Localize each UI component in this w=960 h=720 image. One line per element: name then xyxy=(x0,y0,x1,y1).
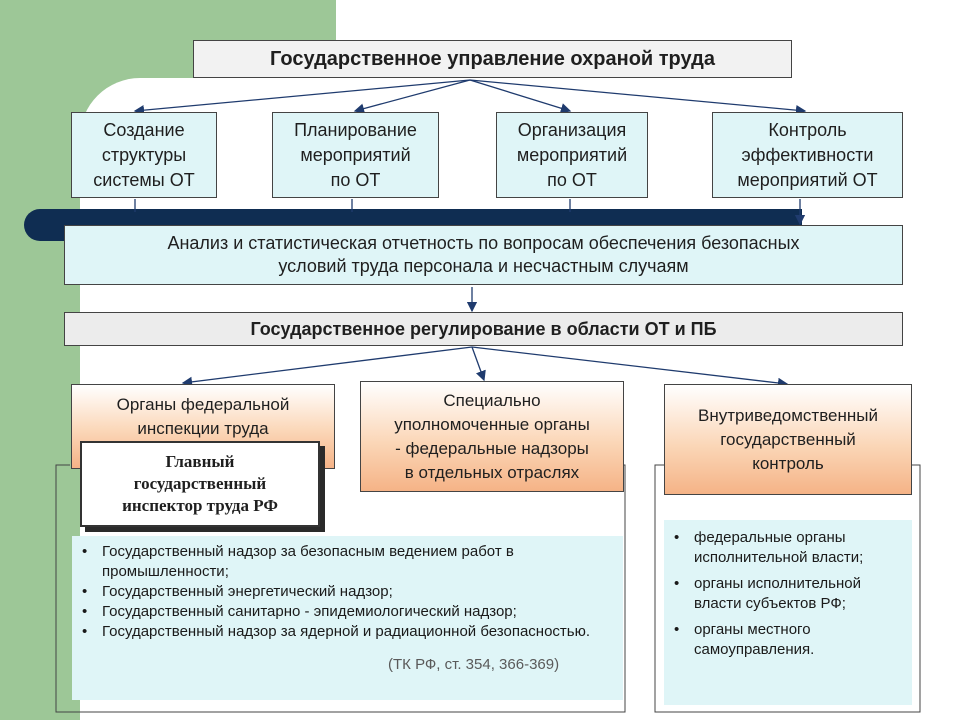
function-organization-box: Организация мероприятий по ОТ xyxy=(496,112,648,198)
list-item: • органы местного самоуправления. xyxy=(664,620,904,660)
list-item: • федеральные органы исполнительной власти; xyxy=(664,528,904,568)
arrow-to-special xyxy=(472,347,484,380)
special-bodies-box: Специально уполномоченные органы - федеральные надзоры в отдельных отраслях xyxy=(360,381,624,492)
supervision-list xyxy=(72,536,623,700)
internal-control-box: Внутриведомственный государственный контроль xyxy=(664,384,912,495)
analysis-box: Анализ и статистическая отчетность по вопросам обеспечения безопасных условий труда персонала и несчастным случаям xyxy=(64,225,903,285)
list-item: • Государственный надзор за безопасным ведением работ в промышленности; xyxy=(72,542,613,582)
function-structure-box: Создание структуры системы ОТ xyxy=(71,112,217,198)
function-planning-box: Планирование мероприятий по ОТ xyxy=(272,112,439,198)
federal-inspection-box: Органы федеральной инспекции труда xyxy=(71,384,335,469)
law-reference: (ТК РФ, ст. 354, 366-369) xyxy=(388,656,560,673)
chief-inspector-box: Главный государственный инспектор труда РФ xyxy=(80,441,320,527)
arrow-title-to-planning xyxy=(355,80,470,111)
regulation-box: Государственное регулирование в области ОТ и ПБ xyxy=(64,312,903,346)
list-item: • Государственный санитарно - эпидемиологический надзор; xyxy=(72,602,613,622)
list-item: • Государственный энергетический надзор; xyxy=(72,582,613,602)
arrow-to-internal xyxy=(472,347,787,384)
diagram-title: Государственное управление охраной труда xyxy=(193,40,792,78)
function-control-box: Контроль эффективности мероприятий ОТ xyxy=(712,112,903,198)
list-item: • органы исполнительной власти субъектов РФ; xyxy=(664,574,904,614)
arrow-to-federal xyxy=(183,347,472,383)
arrow-title-to-structure xyxy=(135,80,470,111)
list-item: • Государственный надзор за ядерной и радиационной безопасностью. xyxy=(72,622,613,642)
control-list xyxy=(664,520,912,705)
